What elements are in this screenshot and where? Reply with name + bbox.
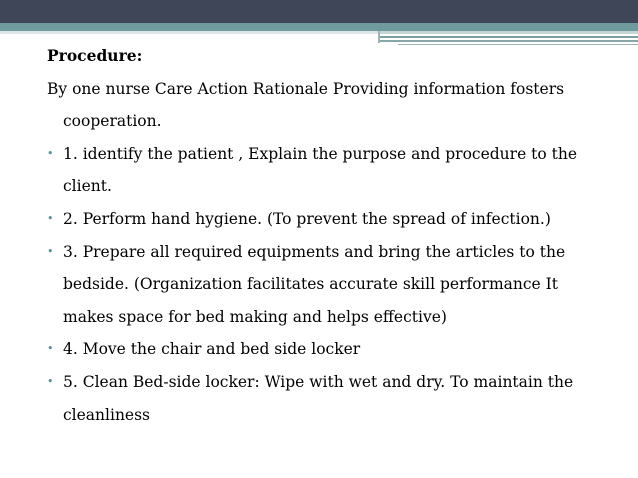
procedure-step-text: 3. Prepare all required equipments and bring the articles to the bedside. (Organization facilitates accurate skill performance It makes space for bed making and helps effective) <box>63 242 566 326</box>
intro-paragraph: By one nurse Care Action Rationale Providing information fosters cooperation. <box>47 79 565 131</box>
procedure-steps-list <box>47 138 607 431</box>
procedure-step-text: 4. Move the chair and bed side locker <box>63 340 361 359</box>
procedure-step-3 <box>47 236 607 334</box>
bullet-icon: • <box>47 146 54 160</box>
procedure-step-4 <box>47 333 607 366</box>
top-accent-stripe <box>0 23 638 31</box>
bullet-icon: • <box>47 211 54 225</box>
procedure-step-1 <box>47 138 607 203</box>
procedure-step-text: 1. identify the patient , Explain the purpose and procedure to the client. <box>63 144 578 196</box>
bullet-icon: • <box>47 342 54 356</box>
procedure-step-text: 5. Clean Bed-side locker: Wipe with wet and dry. To maintain the cleanliness <box>63 372 574 424</box>
procedure-step-2 <box>47 203 607 236</box>
procedure-step-text: 2. Perform hand hygiene. (To prevent the spread of infection.) <box>63 209 551 228</box>
slide-body <box>47 40 607 431</box>
procedure-step-5 <box>47 366 607 431</box>
slide-heading: Procedure: <box>47 46 143 65</box>
bullet-icon: • <box>47 244 54 258</box>
top-header-bar <box>0 0 638 23</box>
bullet-icon: • <box>47 374 54 388</box>
top-light-stripe <box>0 31 380 34</box>
